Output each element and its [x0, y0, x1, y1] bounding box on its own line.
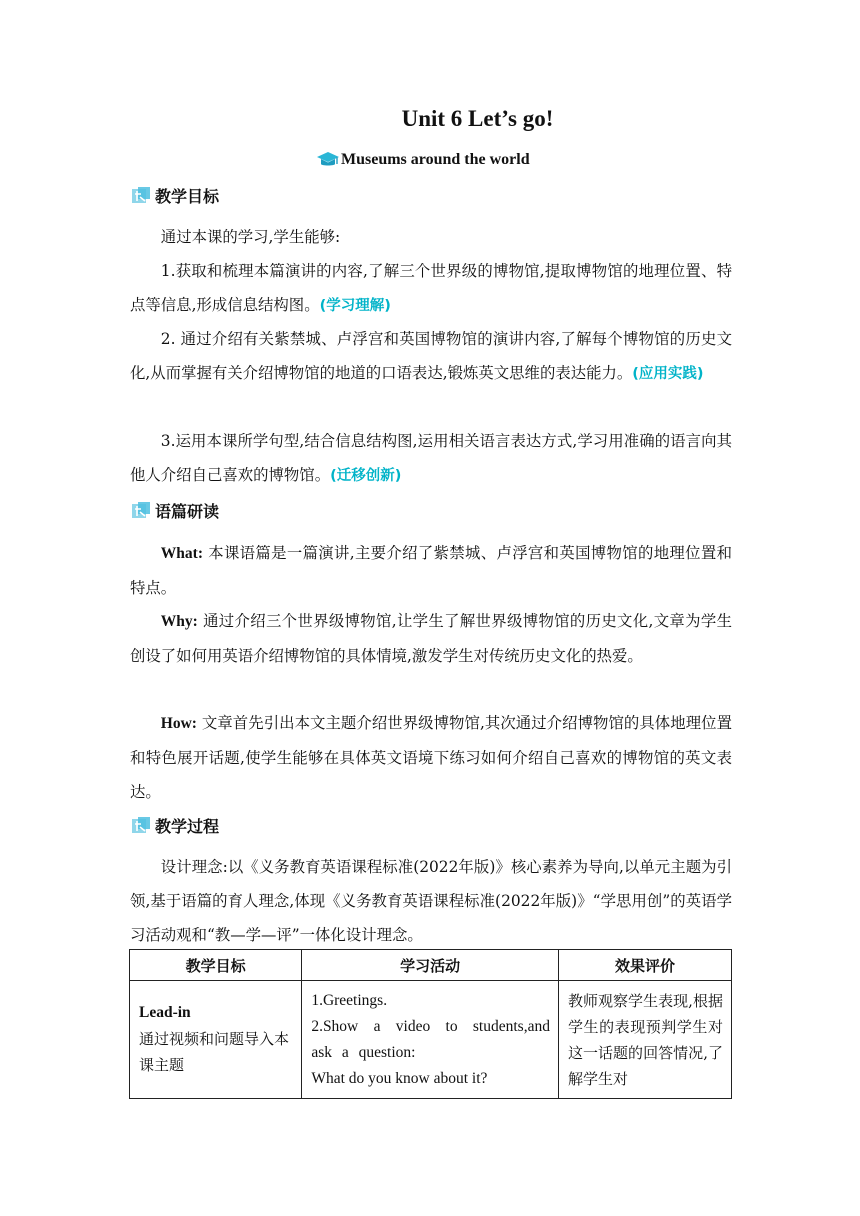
objective-item: 1.获取和梳理本篇演讲的内容,了解三个世界级的博物馆,提取博物馆的地理位置、特点等信息,形成信息结构图。(学习理解) — [130, 262, 732, 314]
section-title: 教学过程 — [155, 817, 220, 836]
graduation-cap-icon — [316, 150, 340, 170]
objectives-intro: 通过本课的学习,学生能够: — [160, 228, 341, 246]
subtitle-text: Museums around the world — [341, 151, 530, 168]
reading-what: What: 本课语篇是一篇演讲,主要介绍了紫禁城、卢浮宫和英国博物馆的地理位置和特点。 — [130, 544, 732, 597]
activity-cell — [302, 981, 559, 1099]
table-header-row — [130, 950, 732, 981]
reading-how: How: 文章首先引出本文主题介绍世界级博物馆,其次通过介绍博物馆的具体地理位置和特色展开话题,使学生能够在具体英文语境下练习如何介绍自己喜欢的博物馆的英文表达。 — [130, 714, 732, 801]
section-title: 教学目标 — [155, 187, 220, 206]
goal-title: Lead-in — [139, 1004, 191, 1021]
objective-tag: (迁移创新) — [330, 468, 402, 484]
design-concept: 设计理念:以《义务教育英语课程标准(2022年版)》核心素养为导向,以单元主题为引领,基于语篇的育人理念,体现《义务教育英语课程标准(2022年版)》“学思用创”的英语学习活动观和“教—学—评”一体化设计理念。 — [130, 858, 732, 944]
section-tag-icon — [131, 501, 153, 521]
reading-why: Why: 通过介绍三个世界级博物馆,让学生了解世界级博物馆的历史文化,文章为学生创设了如何用英语介绍博物馆的具体情境,激发学生对传统历史文化的热爱。 — [130, 612, 732, 665]
activity-line: 1.Greetings. — [311, 992, 388, 1009]
section-heading-reading — [131, 499, 219, 522]
section-tag-icon — [131, 816, 153, 836]
subtitle — [316, 150, 530, 170]
section-heading-objectives — [131, 184, 219, 207]
activity-line: 2.Show a video to students,and ask a question: — [311, 1018, 550, 1061]
goal-text: 通过视频和问题导入本课主题 — [139, 1030, 290, 1074]
page-title: Unit 6 Let’s go! — [401, 106, 554, 131]
section-tag-icon — [131, 186, 153, 206]
table-header: 效果评价 — [558, 950, 731, 981]
evaluation-cell — [558, 981, 731, 1099]
evaluation-text: 教师观察学生表现,根据学生的表现预判学生对这一话题的回答情况,了解学生对 — [567, 992, 723, 1088]
lesson-plan-table — [129, 949, 732, 1099]
section-heading-process — [131, 814, 219, 837]
table-header: 教学目标 — [130, 950, 302, 981]
goal-cell — [130, 981, 302, 1099]
objective-item: 3.运用本课所学句型,结合信息结构图,运用相关语言表达方式,学习用准确的语言向其他人介绍自己喜欢的博物馆。(迁移创新) — [130, 432, 732, 484]
objective-item: 2. 通过介绍有关紫禁城、卢浮宫和英国博物馆的演讲内容,了解每个博物馆的历史文化,从而掌握有关介绍博物馆的地道的口语表达,锻炼英文思维的表达能力。(应用实践) — [130, 330, 732, 382]
table-header: 学习活动 — [302, 950, 559, 981]
section-title: 语篇研读 — [155, 502, 220, 521]
objective-tag: (应用实践) — [632, 366, 704, 382]
activity-line: What do you know about it? — [311, 1070, 488, 1087]
table-row — [130, 981, 732, 1099]
objective-tag: (学习理解) — [319, 298, 391, 314]
